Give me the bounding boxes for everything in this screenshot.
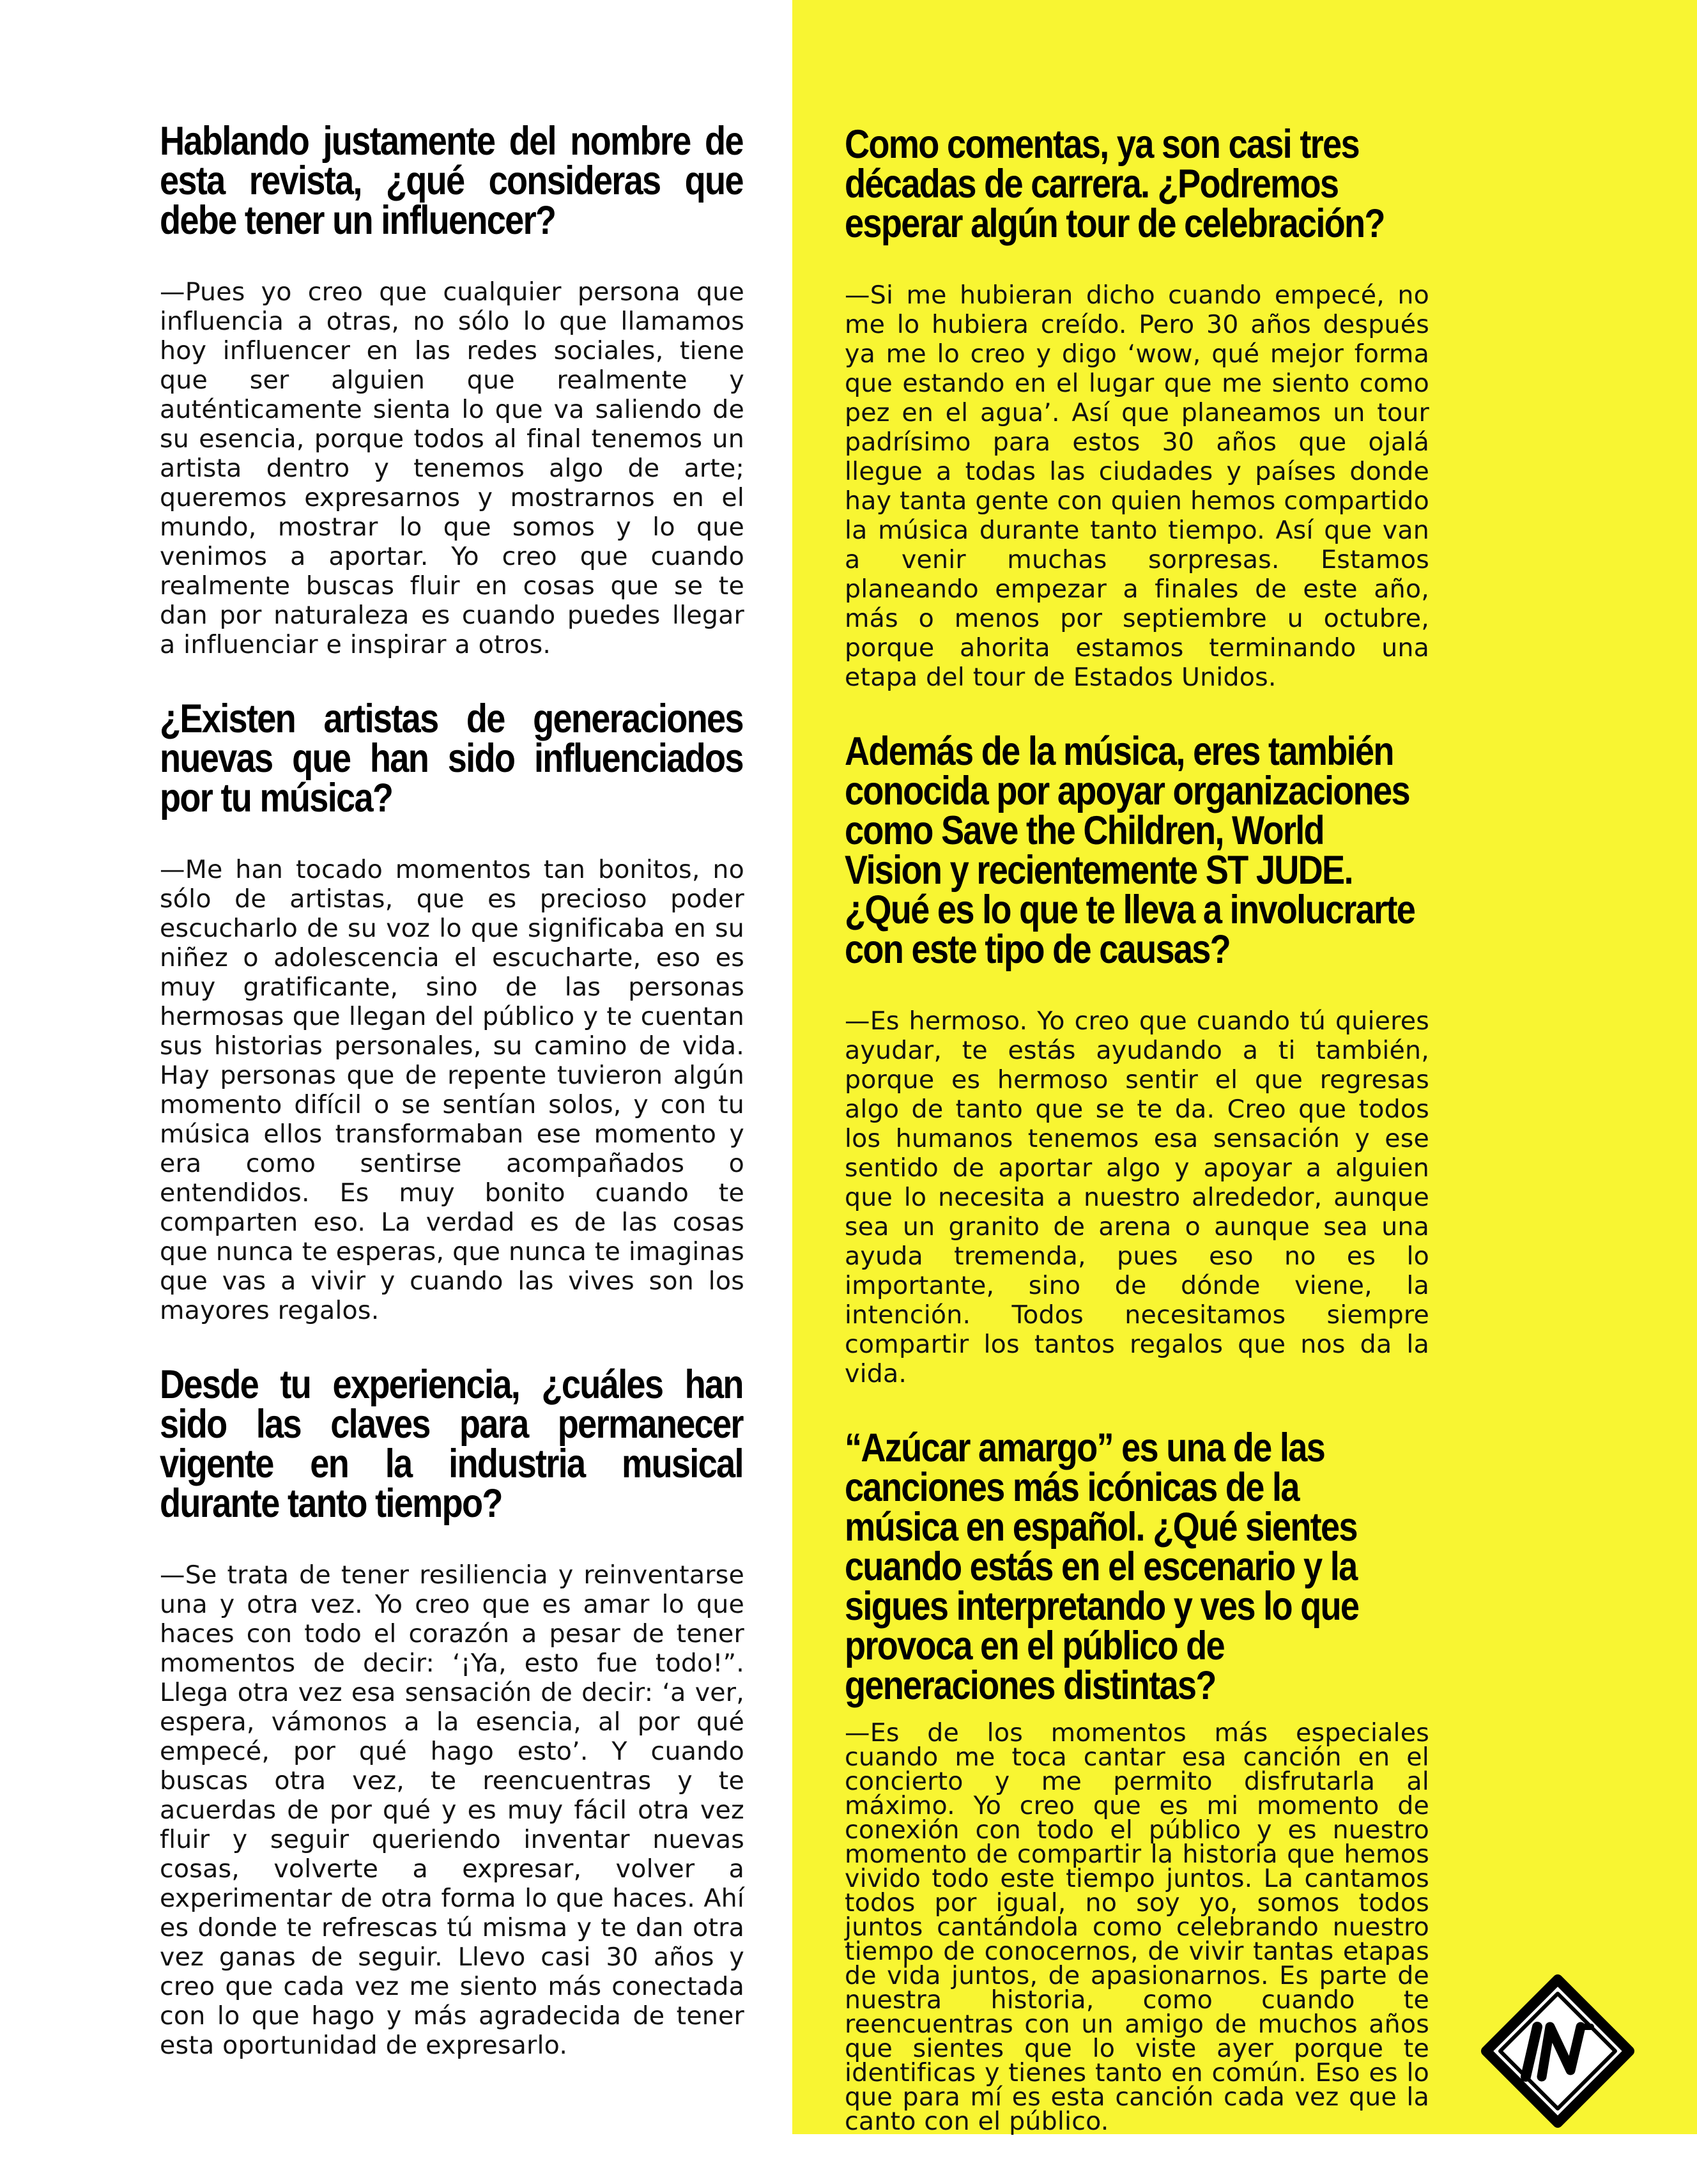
question-heading: Además de la música, eres también conocida por apoyar organizaciones como Save the Children, World Vision y recientemente ST JUDE. ¿Qué es lo que te lleva a involucrarte con este tipo de causas? <box>845 729 1415 972</box>
question-heading: Desde tu experiencia, ¿cuáles han sido las claves para permanecer vigente en la industria musical durante tanto tiempo? <box>160 1362 743 1526</box>
answer-paragraph: —Es hermoso. Yo creo que cuando tú quieres ayudar, te estás ayudando a ti también, porque es hermoso sentir el que regresas algo de tanto que se te da. Creo que todos los humanos tenemos esa sensación y ese sentido de aportar algo y apoyar a alguien que lo necesita a nuestro alrededor, aunque sea un granito de arena o aunque sea una ayuda tremenda, pues eso no es lo importante, sino de dónde viene, la intención. Todos necesitamos siempre compartir los tantos regalos que nos da la vida. <box>845 1006 1429 1388</box>
answer-paragraph: —Pues yo creo que cualquier persona que influencia a otras, no sólo lo que llamamos hoy influencer en las redes sociales, tiene que ser alguien que realmente y auténticamente sienta lo que va saliendo de su esencia, porque todos al final tenemos un artista dentro y tenemos algo de arte; queremos expresarnos y mostrarnos en el mundo, mostrar lo que somos y lo que venimos a aportar. Yo creo que cuando realmente buscas fluir en cosas que se te dan por naturaleza es cuando puedes llegar a influenciar e inspirar a otros. <box>160 277 744 659</box>
question-heading: “Azúcar amargo” es una de las canciones más icónicas de la música en español. ¿Qué sientes cuando estás en el escenario y la sigues interpretando y ves lo que provoca en el público de generaciones distintas? <box>845 1426 1359 1708</box>
right-column <box>845 122 1429 2173</box>
answer-paragraph: —Me han tocado momentos tan bonitos, no sólo de artistas, que es precioso poder escucharlo de su voz lo que significaba en su niñez o adolescencia el escucharte, eso es muy gratificante, sino de las personas hermosas que llegan del público y te cuentan sus historias personales, su camino de vida. Hay personas que de repente tuvieron algún momento difícil o se sentían solos, y con tu música ellos transformaban ese momento y era como sentirse acompañados o entendidos. Es muy bonito cuando te comparten eso. La verdad es de las cosas que nunca te esperas, que nunca te imaginas que vas a vivir y cuando las vives son los mayores regalos. <box>160 855 744 1325</box>
question-heading: ¿Existen artistas de generaciones nuevas que han sido influenciados por tu música? <box>160 696 743 820</box>
left-column <box>160 121 744 2100</box>
answer-paragraph: —Es de los momentos más especiales cuando me toca cantar esa canción en el concierto y me permito disfrutarla al máximo. Yo creo que es mi momento de conexión con todo el público y es nuestro momento de compartir la historia que hemos vivido todo este tiempo juntos. La cantamos todos por igual, no soy yo, somos todos juntos cantándola como celebrando nuestro tiempo de conocernos, de vivir tantas etapas de vida juntos, de apasionarnos. Es parte de nuestra historia, como cuando te reencuentras con un amigo de muchos años que sientes que lo viste ayer porque te identificas y tienes tanto en común. Eso es lo que para mí es esta canción cada vez que la canto con el público. <box>845 1718 1429 2136</box>
question-heading: Como comentas, ya son casi tres décadas de carrera. ¿Podremos esperar algún tour de celebración? <box>845 122 1385 246</box>
answer-paragraph: —Se trata de tener resiliencia y reinventarse una y otra vez. Yo creo que es amar lo que haces con todo el corazón a pesar de tener momentos de decir: ‘¡Ya, esto fue todo!”. Llega otra vez esa sensación de decir: ‘a ver, espera, vámonos a la esencia, al por qué empecé, por qué hago esto’. Y cuando buscas otra vez, te reencuentras y te acuerdas de por qué y es muy fácil otra vez fluir y seguir queriendo inventar nuevas cosas, volverte a expresar, volver a experimentar de otra forma lo que haces. Ahí es donde te refrescas tú misma y te dan otra vez ganas de seguir. Llevo casi 30 años y creo que cada vez me siento más conectada con lo que hago y más agradecida de tener esta oportunidad de expresarlo. <box>160 1560 744 2060</box>
influencer-diamond-logo-icon <box>1481 1974 1634 2128</box>
answer-paragraph: —Si me hubieran dicho cuando empecé, no me lo hubiera creído. Pero 30 años después ya me lo creo y digo ‘wow, qué mejor forma que estando en el lugar que me siento como pez en el agua’. Así que planeamos un tour padrísimo para estos 30 años que ojalá llegue a todas las ciudades y países donde hay tanta gente con quien hemos compartido la música durante tanto tiempo. Así que van a venir muchas sorpresas. Estamos planeando empezar a finales de este año, más o menos por septiembre u octubre, porque ahorita estamos terminando una etapa del tour de Estados Unidos. <box>845 281 1429 692</box>
question-heading: Hablando justamente del nombre de esta revista, ¿qué consideras que debe tener un influencer? <box>160 119 743 243</box>
